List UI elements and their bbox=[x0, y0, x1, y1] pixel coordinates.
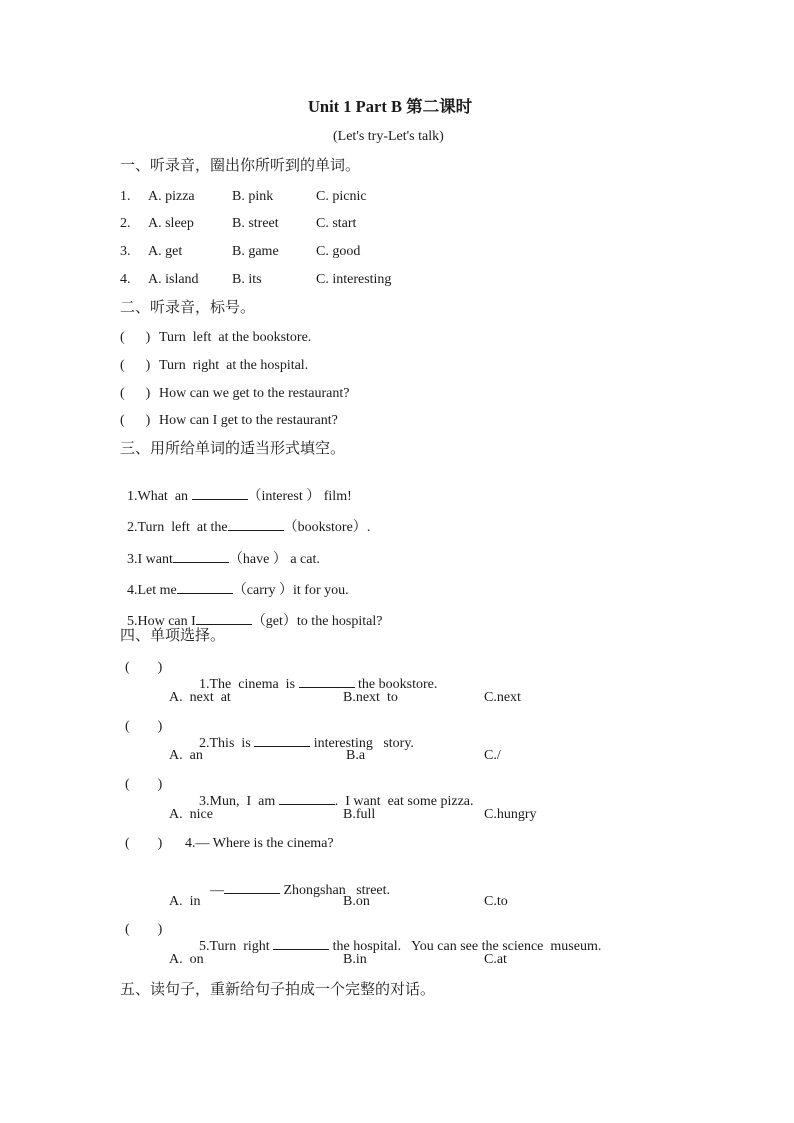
item-number: 2. bbox=[120, 216, 131, 231]
option-c[interactable]: C.to bbox=[484, 894, 508, 909]
option-c: C. start bbox=[316, 216, 357, 231]
option-b[interactable]: B.next to bbox=[343, 690, 398, 705]
option-c: C. good bbox=[316, 244, 361, 259]
page-subtitle: (Let's try-Let's talk) bbox=[333, 129, 444, 144]
question-start: 3.Mun, I am bbox=[199, 794, 279, 809]
option-a[interactable]: A. on bbox=[169, 952, 204, 967]
answer-blank[interactable] bbox=[273, 937, 329, 950]
option-c: C. interesting bbox=[316, 272, 392, 287]
sentence-text: How can we get to the restaurant? bbox=[159, 386, 350, 401]
answer-paren[interactable]: ( ) bbox=[125, 777, 163, 792]
sentence-start: 5.How can I bbox=[127, 614, 196, 629]
answer-paren[interactable]: ( ) bbox=[120, 358, 151, 373]
item-number: 1. bbox=[120, 189, 131, 204]
question-text bbox=[185, 720, 414, 765]
item-number: 4. bbox=[120, 272, 131, 287]
question-end: the bookstore. bbox=[354, 677, 438, 692]
word-hint: （bookstore） bbox=[283, 520, 367, 535]
option-c[interactable]: C.at bbox=[484, 952, 507, 967]
answer-blank[interactable] bbox=[196, 612, 252, 625]
answer-blank[interactable] bbox=[279, 792, 335, 805]
word-hint: （have ） bbox=[228, 552, 287, 567]
answer-paren[interactable]: ( ) bbox=[125, 922, 163, 937]
option-b: B. game bbox=[232, 244, 279, 259]
answer-blank[interactable] bbox=[254, 734, 310, 747]
sentence-start: 4.Let me bbox=[127, 583, 177, 598]
option-a[interactable]: A. in bbox=[169, 894, 201, 909]
fill-blank-item bbox=[120, 473, 352, 504]
question-end: interesting story. bbox=[310, 736, 414, 751]
answer-blank[interactable] bbox=[299, 675, 355, 688]
option-a: A. get bbox=[148, 244, 183, 259]
answer-paren[interactable]: ( ) bbox=[120, 330, 151, 345]
answer-paren[interactable]: ( ) bbox=[125, 660, 163, 675]
option-c[interactable]: C.hungry bbox=[484, 807, 537, 822]
fill-blank-item bbox=[120, 536, 320, 567]
fill-blank-item bbox=[120, 567, 349, 598]
dash: — bbox=[210, 883, 224, 898]
sentence-start: 2.Turn left at the bbox=[127, 520, 228, 535]
option-a[interactable]: A. next at bbox=[169, 690, 231, 705]
sentence-end: . bbox=[366, 520, 371, 535]
section-1-heading: 一、听录音，圈出你所听到的单词。 bbox=[120, 156, 361, 174]
sentence-start: 3.I want bbox=[127, 552, 173, 567]
option-b: B. street bbox=[232, 216, 279, 231]
option-a[interactable]: A. an bbox=[169, 748, 203, 763]
option-a: A. pizza bbox=[148, 189, 195, 204]
answer-blank[interactable] bbox=[228, 518, 284, 531]
sentence-end: film! bbox=[320, 489, 352, 504]
option-b[interactable]: B.a bbox=[346, 748, 366, 763]
option-b[interactable]: B.in bbox=[343, 952, 367, 967]
question-end: . I want eat some pizza. bbox=[334, 794, 474, 809]
question-start: 1.The cinema is bbox=[199, 677, 299, 692]
fill-blank-item bbox=[120, 504, 370, 535]
answer-paren[interactable]: ( ) bbox=[120, 413, 151, 428]
option-b: B. its bbox=[232, 272, 262, 287]
sentence-end: a cat. bbox=[286, 552, 320, 567]
answer-blank[interactable] bbox=[173, 550, 229, 563]
sentence-text: How can I get to the restaurant? bbox=[159, 413, 338, 428]
section-2-heading: 二、听录音，标号。 bbox=[120, 298, 256, 316]
sentence-end: it for you. bbox=[293, 583, 349, 598]
option-b[interactable]: B.full bbox=[343, 807, 376, 822]
answer-paren[interactable]: ( ) bbox=[125, 719, 163, 734]
answer-end: Zhongshan street. bbox=[280, 883, 391, 898]
answer-blank[interactable] bbox=[192, 487, 248, 500]
option-c[interactable]: C./ bbox=[484, 748, 501, 763]
answer-blank[interactable] bbox=[177, 581, 233, 594]
question-start: 5.Turn right bbox=[199, 939, 274, 954]
sentence-text: Turn left at the bookstore. bbox=[159, 330, 312, 345]
section-5-heading: 五、读句子，重新给句子拍成一个完整的对话。 bbox=[120, 980, 436, 998]
option-b[interactable]: B.on bbox=[343, 894, 370, 909]
option-a: A. island bbox=[148, 272, 199, 287]
section-4-heading: 四、单项选择。 bbox=[120, 626, 226, 644]
question-text bbox=[185, 923, 601, 968]
question-text: 4.— Where is the cinema? bbox=[185, 836, 334, 851]
sentence-text: Turn right at the hospital. bbox=[159, 358, 309, 373]
page-title: Unit 1 Part B 第二课时 bbox=[308, 97, 473, 116]
sentence-end: to the hospital? bbox=[296, 614, 383, 629]
question-end: the hospital. You can see the science museum. bbox=[329, 939, 602, 954]
section-3-heading: 三、用所给单词的适当形式填空。 bbox=[120, 439, 346, 457]
word-hint: （carry ） bbox=[232, 583, 294, 598]
question-text bbox=[185, 778, 474, 823]
fill-blank-item bbox=[120, 598, 382, 629]
word-hint: （interest ） bbox=[247, 489, 321, 504]
answer-paren[interactable]: ( ) bbox=[125, 836, 163, 851]
answer-blank[interactable] bbox=[224, 881, 280, 894]
option-a[interactable]: A. nice bbox=[169, 807, 213, 822]
sentence-start: 1.What an bbox=[127, 489, 192, 504]
option-a: A. sleep bbox=[148, 216, 194, 231]
item-number: 3. bbox=[120, 244, 131, 259]
question-start: 2.This is bbox=[199, 736, 255, 751]
option-c[interactable]: C.next bbox=[484, 690, 521, 705]
option-b: B. pink bbox=[232, 189, 274, 204]
word-hint: （get） bbox=[251, 614, 297, 629]
option-c: C. picnic bbox=[316, 189, 367, 204]
answer-paren[interactable]: ( ) bbox=[120, 386, 151, 401]
